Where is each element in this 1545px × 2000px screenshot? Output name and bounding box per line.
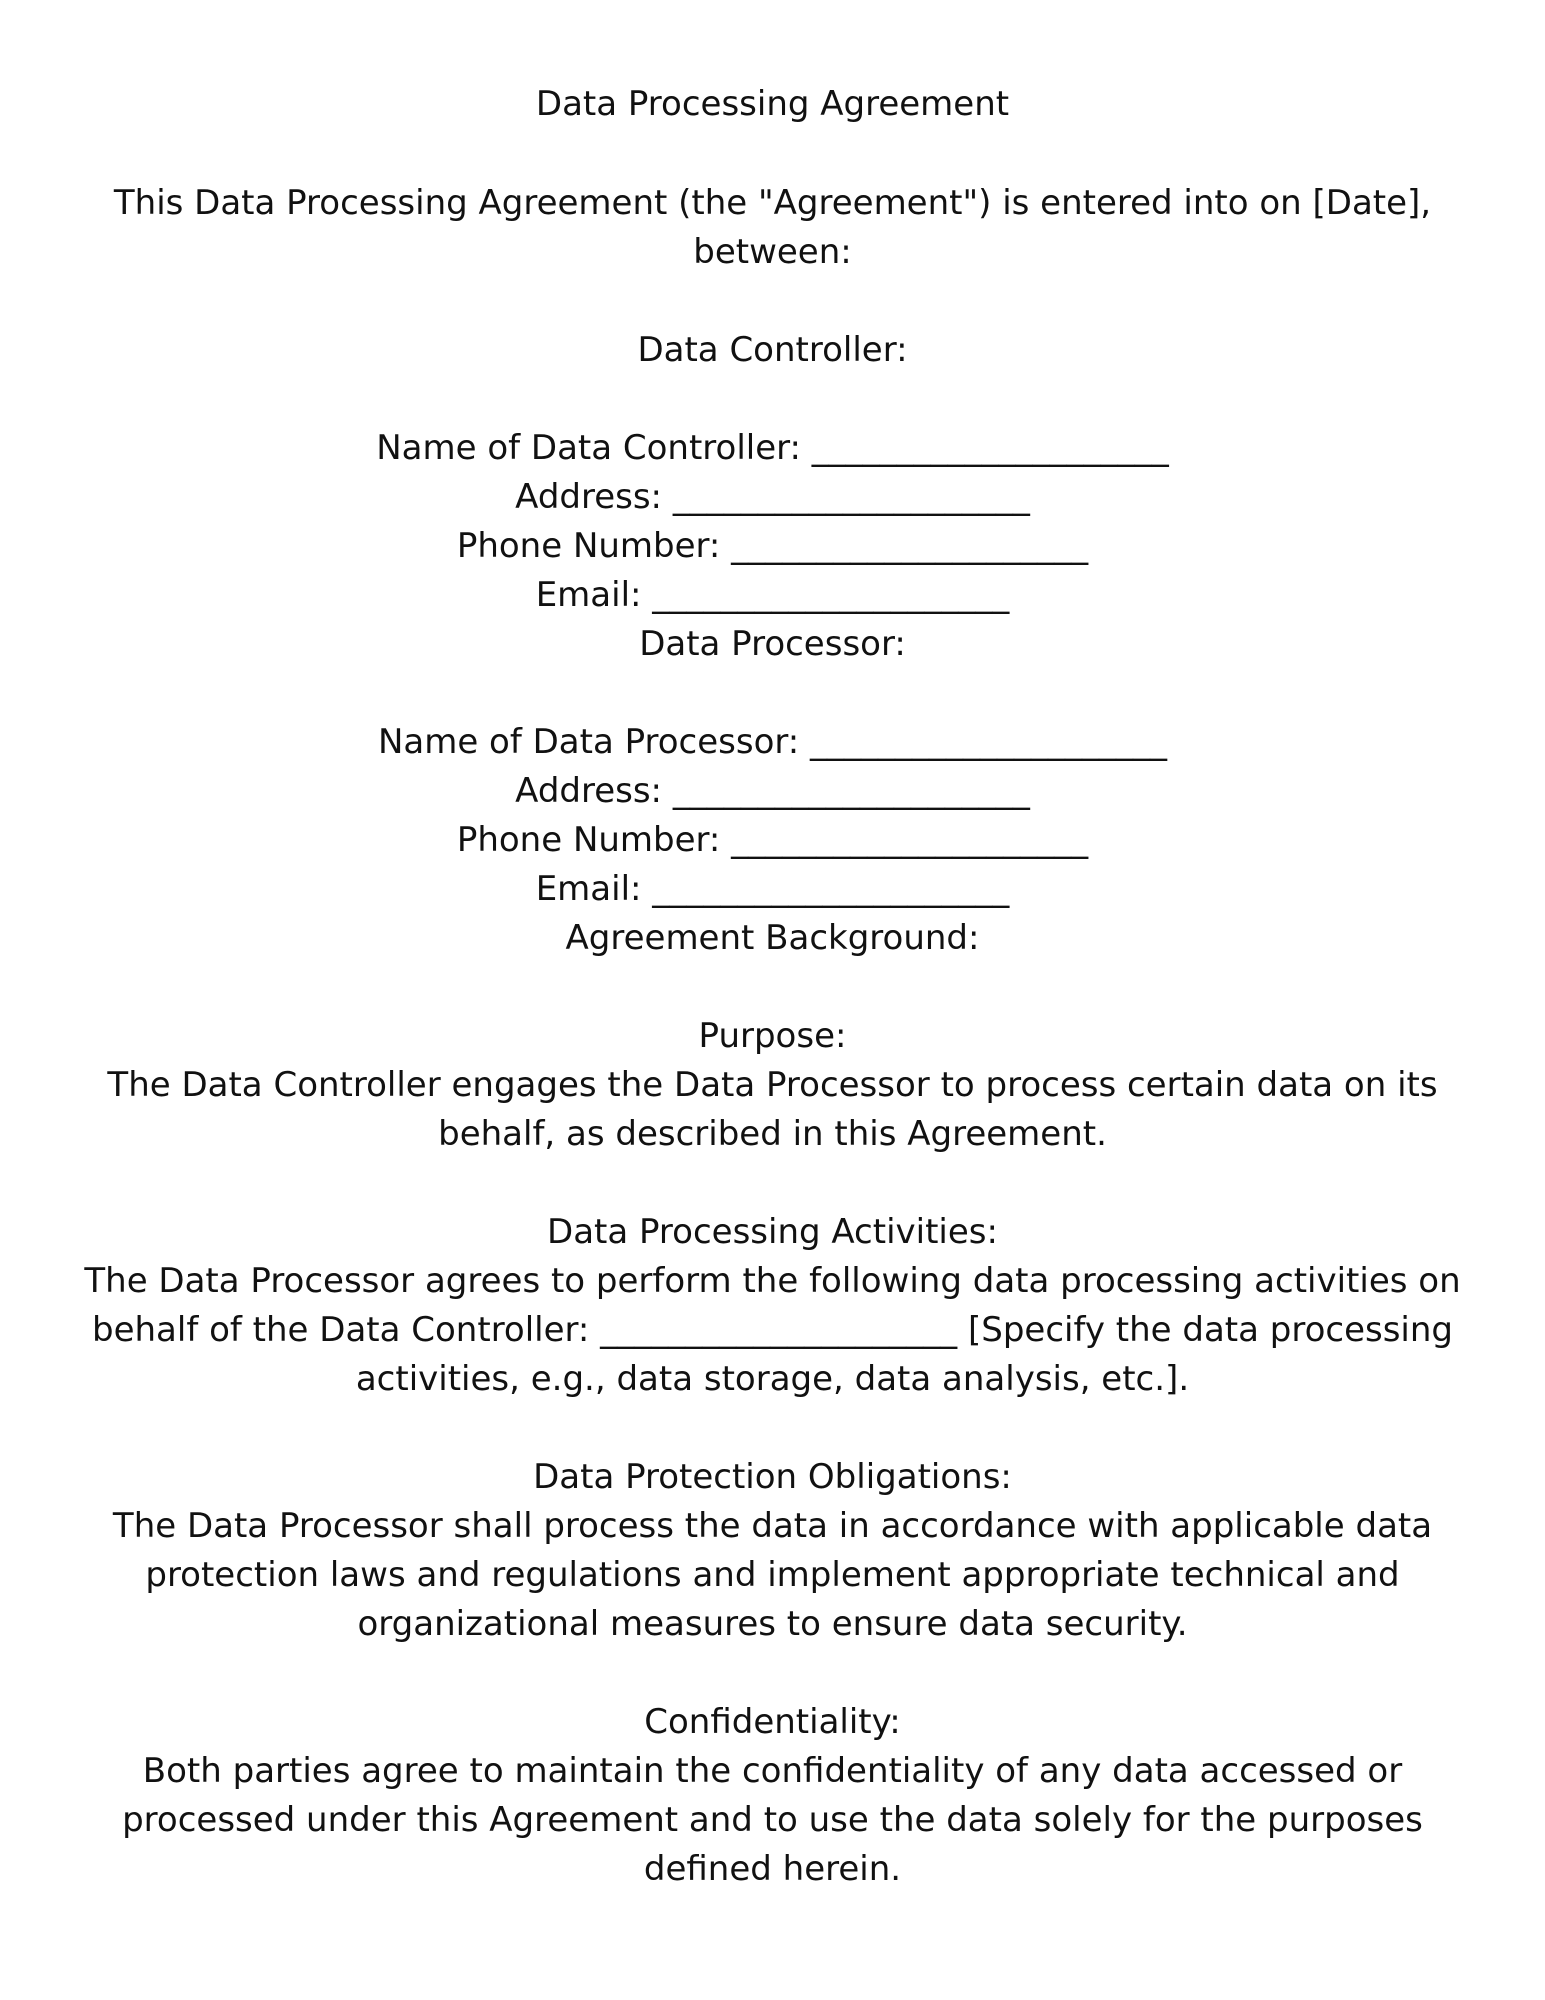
document-title: Data Processing Agreement bbox=[535, 84, 1010, 124]
confidentiality-line-2: processed under this Agreement and to use the data solely for the purposes bbox=[122, 1800, 1423, 1840]
background-heading: Agreement Background: bbox=[565, 918, 980, 958]
controller-email-field: Email: _____________________ bbox=[535, 575, 1010, 615]
activities-line-1: The Data Processor agrees to perform the following data processing activities on bbox=[84, 1261, 1461, 1301]
activities-heading: Data Processing Activities: bbox=[547, 1212, 998, 1252]
obligations-heading: Data Protection Obligations: bbox=[533, 1457, 1012, 1497]
processor-name-field: Name of Data Processor: _____________________ bbox=[377, 722, 1168, 762]
confidentiality-heading: Confidentiality: bbox=[644, 1702, 901, 1742]
purpose-line-2: behalf, as described in this Agreement. bbox=[438, 1114, 1107, 1154]
processor-email-field: Email: _____________________ bbox=[535, 869, 1010, 909]
obligations-line-3: organizational measures to ensure data security. bbox=[357, 1604, 1188, 1644]
obligations-line-1: The Data Processor shall process the data in accordance with applicable data bbox=[112, 1506, 1433, 1546]
activities-line-2: behalf of the Data Controller: _____________________ [Specify the data processing bbox=[91, 1310, 1453, 1350]
intro-line-2: between: bbox=[693, 232, 852, 272]
controller-address-field: Address: _____________________ bbox=[515, 477, 1030, 517]
controller-phone-field: Phone Number: _____________________ bbox=[456, 526, 1089, 566]
activities-line-3: activities, e.g., data storage, data analysis, etc.]. bbox=[355, 1359, 1190, 1399]
intro-line-1: This Data Processing Agreement (the "Agreement") is entered into on [Date], bbox=[113, 183, 1432, 223]
confidentiality-line-3: defined herein. bbox=[643, 1849, 902, 1889]
processor-phone-field: Phone Number: _____________________ bbox=[456, 820, 1089, 860]
controller-heading: Data Controller: bbox=[637, 330, 908, 370]
controller-name-field: Name of Data Controller: _____________________ bbox=[376, 428, 1169, 468]
processor-address-field: Address: _____________________ bbox=[515, 771, 1030, 811]
obligations-line-2: protection laws and regulations and implement appropriate technical and bbox=[145, 1555, 1400, 1595]
purpose-heading: Purpose: bbox=[698, 1016, 847, 1056]
confidentiality-line-1: Both parties agree to maintain the confidentiality of any data accessed or bbox=[142, 1751, 1403, 1791]
processor-heading: Data Processor: bbox=[639, 624, 906, 664]
purpose-line-1: The Data Controller engages the Data Processor to process certain data on its bbox=[107, 1065, 1438, 1105]
